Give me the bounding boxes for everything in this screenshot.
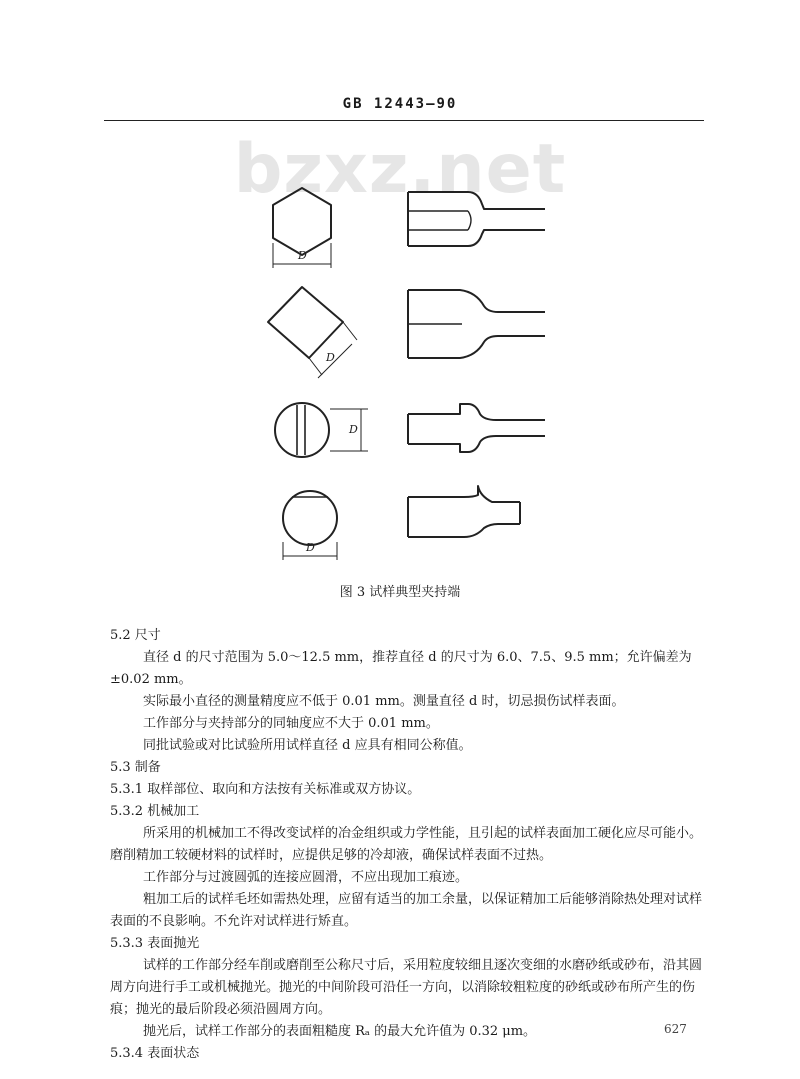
- standard-header: GB 12443—90: [342, 96, 458, 112]
- body-text-line: 工作部分与夹持部分的同轴度应不大于 0.01 mm。: [143, 716, 439, 731]
- body-text-line: 表面的不良影响。不允许对试样进行矫直。: [110, 914, 358, 929]
- body-text-line: 实际最小直径的测量精度应不低于 0.01 mm。测量直径 d 时，切忌损伤试样表面。: [143, 694, 625, 709]
- body-text-line: 痕；抛光的最后阶段必须沿圆周方向。: [110, 1002, 332, 1017]
- hex-grip-side-drawing: [408, 192, 545, 246]
- body-text-line: 磨削精加工较硬材料的试样时，应提供足够的冷却液，确保试样表面不过热。: [110, 848, 553, 863]
- page-number: 627: [664, 1022, 687, 1036]
- round-section-drawing: [283, 491, 337, 560]
- dimension-label-1: D: [298, 249, 307, 262]
- section-heading-5-2: 5.2 尺寸: [110, 628, 161, 643]
- section-heading-5-3-4: 5.3.4 表面状态: [110, 1046, 200, 1061]
- body-text-line: 试样的工作部分经车削或磨削至公称尺寸后，采用粒度较细且逐次变细的水磨砂纸或砂布，沿其圆: [143, 958, 703, 973]
- section-heading-5-3-1: 5.3.1 取样部位、取向和方法按有关标准或双方协议。: [110, 782, 421, 797]
- watermark: bzxz.net: [233, 130, 567, 209]
- body-text-line: ±0.02 mm。: [110, 672, 192, 687]
- section-heading-5-3: 5.3 制备: [110, 760, 161, 775]
- body-text-line: 粗加工后的试样毛坯如需热处理，应留有适当的加工余量，以保证精加工后能够消除热处理对试样: [143, 892, 703, 907]
- hexagon-section-drawing: [273, 188, 331, 268]
- section-heading-5-3-2: 5.3.2 机械加工: [110, 804, 200, 819]
- figure-caption: 图 3 试样典型夹持端: [339, 585, 461, 600]
- shoulder-grip-side-drawing: [408, 486, 520, 537]
- dimension-label-2: D: [326, 351, 335, 364]
- body-text-line: 抛光后，试样工作部分的表面粗糙度 Rₐ 的最大允许值为 0.32 μm。: [143, 1024, 537, 1039]
- collar-grip-side-drawing: [408, 404, 545, 452]
- section-heading-5-3-3: 5.3.3 表面抛光: [110, 936, 200, 951]
- square-grip-side-drawing: [408, 290, 545, 358]
- body-text-line: 所采用的机械加工不得改变试样的冶金组织或力学性能，且引起的试样表面加工硬化应尽可能小。: [143, 826, 703, 841]
- square-section-drawing: [268, 287, 357, 378]
- body-text-line: 工作部分与过渡圆弧的连接应圆滑，不应出现加工痕迹。: [143, 870, 469, 885]
- round-section-with-flats-drawing: [275, 403, 368, 457]
- body-text-line: 直径 d 的尺寸范围为 5.0～12.5 mm，推荐直径 d 的尺寸为 6.0、7.5、9.5 mm；允许偏差为: [143, 650, 692, 665]
- dimension-label-4: D: [306, 541, 315, 554]
- body-text-line: 周方向进行手工或机械抛光。抛光的中间阶段可沿任一方向，以消除较粗粒度的砂纸或砂布所产生的伤: [110, 980, 696, 995]
- body-text-line: 同批试验或对比试验所用试样直径 d 应具有相同公称值。: [143, 738, 472, 753]
- dimension-label-3: D: [349, 423, 358, 436]
